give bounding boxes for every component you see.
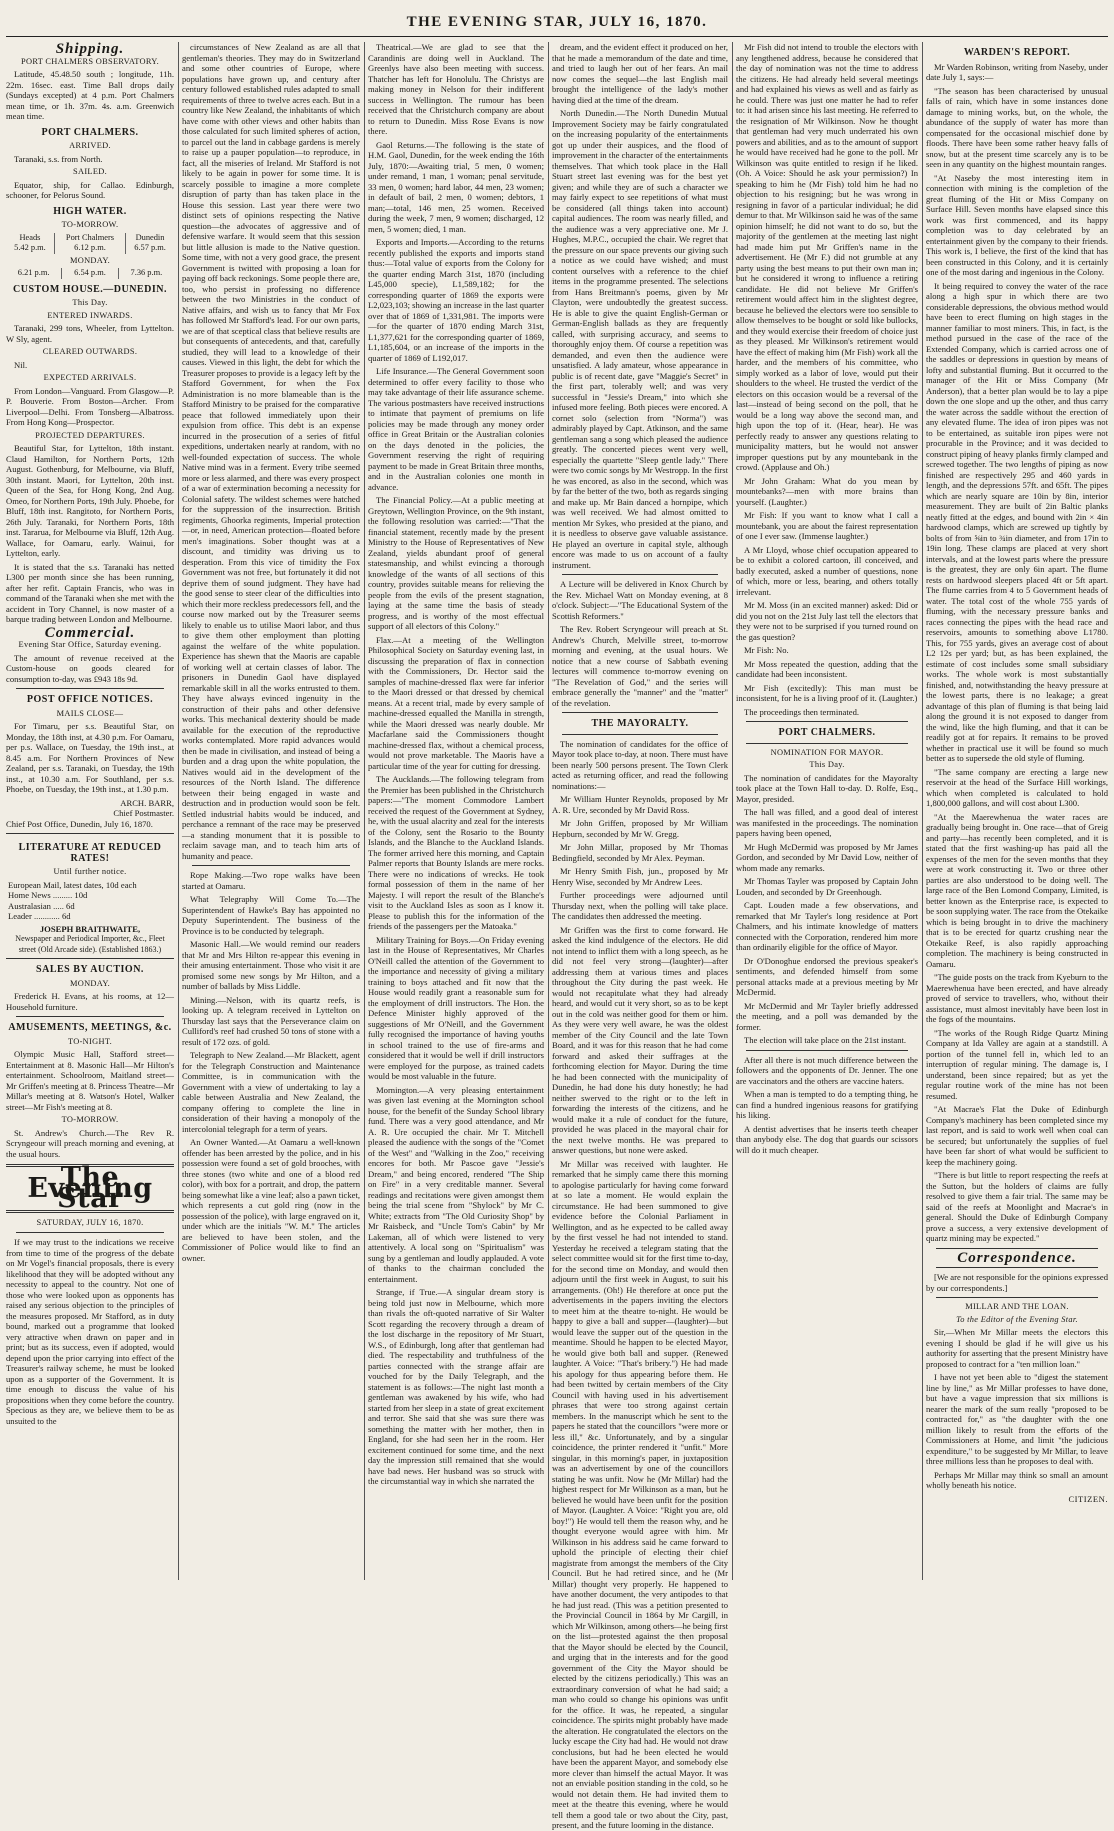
post-office-text: For Timaru, per s.s. Beautiful Star, on Monday, the 18th inst, at 4.30 p.m. For Oamaru, per p.s. Wallace, on Tuesday, the 19th inst., at 8.45 a.m. For Northern Provinces of New Zealand, per s.s. Taranaki, on Tuesday, the 19th inst., at 10.30 a.m. For Southland, per s.s. Phoebe, on Tuesday, the 19th inst., at 1.30 p.m. <box>6 721 174 794</box>
amusements-text: Olympic Music Hall, Stafford street—Entertainment at 8. Masonic Hall—Mr Hilton's entertainment. Schoolroom, Maitland street—Mr Griffen's meeting at 8. Princess Theatre—Mr Millar's meeting at 8. Watson's Hotel, Walker street—Mr Fish's meeting at 8. <box>6 1049 174 1112</box>
divider <box>746 1050 908 1051</box>
exports-item: Exports and Imports.—According to the returns recently published the exports and imports stand thus:—Total value of exports from the Colony for the quarter ending March 31st, 1870 (including L45,000 specie), L1,589,182; for the corresponding quarter of 1869 the exports were L2,023,103; showing an increase in the last quarter over that of 1869 of 1,331,981. The imports were—for the quarter of 1870 ending March 31st, L1,377,621 for the corresponding quarter of 1869, L1,185,604, or an increase of the imports in the quarter of 1869 of L192,017. <box>368 237 544 363</box>
amusements-tomorrow-text: St. Andrew's Church.—The Rev R. Scryngeour will preach morning and evening, at the usual hours. <box>6 1127 174 1159</box>
life-insurance-item: Life Insurance.—The General Government soon determined to offer every facility to those who may take advantage of their life assurance scheme. The various postmasters have received instructions to intimate that payment of premiums on life policies may be made through any money order office in Great Britain or the Australian colonies on the days denoted in the policies, the Government reserving the right of requiring payment to be made in Great Britain three months, and in the Australian colonies one month in advance. <box>368 366 544 492</box>
letter-to: To the Editor of the Evening Star. <box>956 1314 1078 1324</box>
observatory-text: Latitude, 45.48.50 south ; longitude, 11h. 22m. 16sec. east. Time Ball drops daily (Sundays excepted) at 4 p.m. Port Chalmers mean time, or 1h. 37m. 4s. a.m. Greenwich mean time. <box>6 69 174 121</box>
auction-text: Frederick H. Evans, at his rooms, at 12—Household furniture. <box>6 991 174 1012</box>
auction-day: MONDAY. <box>69 978 111 988</box>
mayoralty-paragraph: The nomination of candidates for the office of Mayor took place to-day, at noon. There must have been nearly 500 persons present. The Town Clerk acted as returning officer, and read the following nominations:— <box>552 738 728 791</box>
postmaster-name: ARCH. BARR, <box>120 797 174 808</box>
tide-monday: MONDAY. <box>69 255 111 265</box>
divider <box>16 1232 164 1233</box>
column-2 <box>182 42 360 1580</box>
port-heading: PORT CHALMERS. <box>41 126 139 138</box>
correspondence-heading: Correspondence. <box>957 1249 1077 1266</box>
shipping-note: It is stated that the s.s. Taranaki has netted L300 per month since she has been running, after her refit. Captain Francis, who was in command of the Taranaki when she met with the accident in Tory Channel, is now master of a barque trading between London and Melbourne. <box>6 561 174 624</box>
warden-paragraph: "The guide posts on the track from Kyeburn to the Maerewhenua have been erected, and have already proved of service to travellers, who, without their assistance, must almost inevitably have been lost in the fogs of the mountains. <box>926 972 1108 1024</box>
mayoralty-paragraph: Mr John Griffen, proposed by Mr William Hepburn, seconded by Mr W. Gregg. <box>552 818 728 839</box>
shipping-heading: Shipping. <box>55 41 125 57</box>
telegraphy-item: What Telegraphy Will Come To.—The Superintendent of Hawke's Bay has appointed no Deputy Superintendent. The business of the Province is to be conducted by telegraph. <box>182 894 360 936</box>
column-1 <box>6 42 174 1580</box>
column-divider <box>364 42 365 1580</box>
north-dunedin-item: North Dunedin.—The North Dunedin Mutual Improvement Society may be fairly congratulated on the increasing popularity of the entertainments got up under their auspices, and the flood of improvement in the character of the entertainments themselves. That which took place in the Hall Stuart street last evening was for the best yet given; and while they are of such a character we may fairly expect to see repetitions of what must be considered (all things taken into account) capital audiences. The room was nearly filled, and the audience was a very appreciative one. Mr J. Hughes, M.P.C., occupied the chair. We regret that the pressure on our space prevents our giving such a notice as we could have wished; and must content ourselves with a reference to the chief items in the programme presented. The selections from Hans Breitmann's poems, given by Mr Clayton, were undoubtedly the greatest success. He is able to give the quaint English-German or German-English ballads as they are frequently called, with surprising accuracy, and seems to thoroughly enjoy them. Of course a repetition was demanded, and even then the audience were unsatisfied. A lady amateur, whose appearance in public is of recent date, gave "Maggie's Secret" in the first part, tolerably well; and was very successful in "Jessie's Dream," into which she infused more feeling. Both pieces were encored. A cornet solo (selection from "Norma") was admirably played by Capt. Atkinson, and the same gentleman sang a song which pleased the audience greatly. The concerted pieces went very well, especially the quartette "Sleep gentle lady." There were two comic songs by Mr Westropp. In the first he was encored, as also in the second, which was by far the better of the two, both as regards singing and make up. Mr Bain danced a hornpipe, which was well received. We had almost omitted to mention Mr Sykes, who presided at the piano, and it is needless to observe gave valuable assistance. He played an overture in capital style, although encore was made to us on account of a faulty instrument. <box>552 108 728 570</box>
correspondence-disclaimer: [We are not responsible for the opinions expressed by our correspondents.] <box>926 1272 1108 1293</box>
commercial-office: Evening Star Office, Saturday evening. <box>18 640 162 649</box>
cleared-heading: CLEARED OUTWARDS. <box>42 347 138 356</box>
mining-item: Mining.—Nelson, with its quartz reefs, is looking up. A telegram received in Lyttelton on Thursday last says that the Perseverance claim on Culliford's reef had crushed 50 tons of stone with a result of 172 ozs. of gold. <box>182 994 360 1047</box>
post-office-place: Chief Post Office, Dunedin, July 16, 1870. <box>6 818 153 829</box>
dream-item-end: dream, and the evident effect it produced on her, that he made a memorandum of the date and time, and tried to laugh her out of her fears. An mail now comes the sequel—the last English mail brought the intelligence of the lady's mother having died at the time of the dream. <box>552 42 728 105</box>
nomination-heading: NOMINATION FOR MAYOR. <box>770 747 884 757</box>
entered-heading: ENTERED INWARDS. <box>47 310 133 320</box>
amusements-tonight: TO-NIGHT. <box>67 1036 113 1046</box>
military-item: Military Training for Boys.—On Friday evening last in the House of Representatives, Mr Charles O'Neill called the attention of the Government to the importance and necessity of giving a military training to boys attached and fit now that the House would readily grant a reasonable sum for the employment of drill instructors. The Hon. the Defence Minister highly approved of the suggestions of Mr O'Neill, and the Government fully recognised the importance of having youths in school trained to the use of fire-arms and considered that it would be well if drill instructors were employed for the purpose, as trained cadets would be most valuable in the future. <box>368 934 544 1081</box>
editorial-paragraph: circumstances of New Zealand as are all that gentleman's theories. They may do in Switzerland and some other countries of Europe, where populations have grown up, and century after century followed established rules adapted to small requirements of three to twelve acres each. But in a country like New Zealand, the inhabitants of which have come with other views and other habits than those calculated for such limited spheres of action, to parcel out the land in cabbage gardens is merely to raise up a pauper population—to reproduce, in fact, all the miseries of Ireland. Mr Stafford is not likely to be again in power for some time. It is scarcely possible to imagine a more complete disruption of party than has taken place in the House this session. Last year there were two distinct sets of opinions respecting the Native question—the advocates of aggressive and of defensive warfare. It would seem that this session but little allusion is made to the Native question. Some time, with not a very good grace, the present Government is twitted with proposing a loan for paying off back reckonings. Some people there are, too, who persist in professing no difference between the two Ministries in the conduct of Native affairs, and wish us to fancy that Mr Fox has followed Mr Stafford's lead. For our own parts, we are of that sceptical class that believe results are but consequents of antecedents, and that, carefully studied, they will lead to a knowledge of their causes. Viewed in this light, the debt for which the Treasurer proposes to provide is a legacy left by the Stafford Government, for when the Fox Administration is no more blameable than is the Stafford Ministry to be praised for the comparative peace that followed immediately upon their expulsion from office. This debt is an expense incurred in the prosecution of a series of fitful expeditions, undertaken nearly at random, with no well-founded expectation of success. The whole Native mind was in a ferment. Every tribe seemed more or less alarmed, and there was every prospect of a war of extermination becoming a necessity for Colonial safety. The wildest schemes were hatched for the suppression of the insurrection. British regiments, Ghoorka regiments, Imperial protection—or, in need, American protection—floated before men's imaginations. Sober thought was at a discount, and timidity was driving us to desperation. From this vice of timidity the Fox Government was not free, but fortunately it did not deprive them of sound judgment. They have had the good sense to steer clear of the difficulties into which their more reckless predecessors fell, and the course now marked out by the Treasurer seems likely to enable us to utilise Maori labor, and thus to give them other employment than plotting against the welfare of the white population. Experience has shewn that the Maoris are capable of working well at certain classes of labor. The prisoners in Dunedin Gaol have displayed remarkable skill in all the works entrusted to them. They have always evinced ingenuity in the construction of their pahs and other defensive works. This mechanical dexterity should be made available for the execution of the reproductive works contemplated. More rapid advances would then be made in civilisation, and instead of being a burden and a drag upon the white population, the Natives would aid in the development of the resources of the North Island. The difference between their being engaged in waste and destruction and in production would soon be felt. Settled industrial habits would be induced, and perchance a remnant of the race may be preserved—a standing monument that it is possible to reclaim savage man, and to teach him arts of humanity and peace. <box>182 42 360 861</box>
literature-until: Until further notice. <box>53 867 127 876</box>
mayoralty-paragraph: A Mr Lloyd, whose chief occupation appeared to be to exhibit a colored cartoon, ill conceived, and badly executed, asked a number of questions, none of which, more or less, bearing, and others totally irrelevant. <box>736 544 918 597</box>
masthead-title: The Evening Star <box>27 1162 153 1214</box>
mayoralty-paragraph: Mr Henry Smith Fish, jun., proposed by Mr Henry Wise, seconded by Mr Andrew Lees. <box>552 866 728 887</box>
mayoralty-paragraph: Mr William Hunter Reynolds, proposed by Mr A. R. Ure, seconded by Mr David Ross. <box>552 794 728 815</box>
amusements-tomorrow: TO-MORROW. <box>61 1115 119 1124</box>
filler-paragraph: When a man is tempted to do a tempting thing, he can find a hundred ingenious reasons for gratifying his liking. <box>736 1089 918 1120</box>
header-rule <box>6 36 1108 37</box>
observatory-heading: PORT CHALMERS OBSERVATORY. <box>21 56 159 66</box>
rope-item: Rope Making.—Two rope walks have been started at Oamaru. <box>182 870 360 891</box>
tide-cell: 6.57 p.m. <box>126 243 174 254</box>
divider <box>936 1267 1098 1268</box>
sailed-heading: SAILED. <box>73 167 107 176</box>
customs-day: This Day. <box>72 298 108 307</box>
rate-price: 6d <box>61 911 71 921</box>
amusements-heading: AMUSEMENTS, MEETINGS, &c. <box>8 1022 172 1033</box>
rate-name: Home News <box>8 890 51 900</box>
column-3 <box>368 42 544 1580</box>
rate-row: Home News ......... 10d <box>8 890 88 900</box>
auction-heading: SALES BY AUCTION. <box>36 964 144 975</box>
mayoralty-paragraph: The proceedings then terminated. <box>744 706 860 717</box>
rate-row: Leader ............ 6d <box>8 911 71 921</box>
nomination-paragraph: Dr O'Donoghue endorsed the previous speaker's sentiments, and defended himself from some personal attacks made at a previous meeting by Mr McDermid. <box>736 955 918 997</box>
mayoralty-paragraph: Mr Fish (excitedly): This man must be inconsistent, for he is a living proof of it. (Laughter.) <box>736 682 918 703</box>
tide-header-row <box>6 233 174 244</box>
tide-cell: 6.54 p.m. <box>62 268 119 279</box>
column-4 <box>552 42 728 1830</box>
editorial-paragraph: If we may trust to the indications we receive from time to time of the progress of the debate on Mr Vogel's financial proposals, there is every likelihood that they will be adopted without any necessity to appeal to the country. Not one of those who were looked upon as opponents has raised any serious objection to the principles of the measures proposed. Mr Stafford, as in duty bound, marked out a programme that looked very attractive when drawn on paper and in print; but as its success, even if adopted, would depend upon the prior carrying into effect of the Treasurer's railway scheme, he must be looked upon as a supporter of the Government. It is time enough to discuss the value of his propositions when they come before the country. Specious as they are, we believe them to be as unsuited to the <box>6 1237 174 1426</box>
knox-item: A Lecture will be delivered in Knox Church by the Rev. Michael Watt on Monday evening, at 8 o'clock. Subject:—"The Educational System of the Scottish Reformers." <box>552 579 728 621</box>
nomination-paragraph: The nomination of candidates for the Mayoralty took place at the Town Hall to-day. D. Rolfe, Esq., Mayor, presided. <box>736 772 918 804</box>
braithwaite-name: JOSEPH BRAITHWAITE, <box>39 923 141 934</box>
arrived-heading: ARRIVED. <box>69 141 111 150</box>
divider <box>562 734 718 735</box>
letter-paragraph: Perhaps Mr Millar may think so small an amount wholly beneath his notice. <box>926 1469 1108 1490</box>
strange-item: Strange, if True.—A singular dream story is being told just now in Melbourne, which more than rivals the oft-quoted narrative of Sir Walter Scott regarding the recovery through a dream of the lost discharge in the repository of Mr Stuart, W.S., of Edinburgh, long after that gentleman had died. The respectability and truthfulness of the parties connected with the strange affair are vouched for by the Daily Telegraph, and the statement is as follows:—The night last month a gentleman was awakened by his wife, who had started from her sleep in a state of great excitement and terror. She said that she was sure there was something the matter with her mother, then in England, for she had seen her in the room. Her excitement continued for some time, and the next day the impression still remained that she would have bad news. Her husband was so struck with the circumstantial way in which she narrated the <box>368 1287 544 1486</box>
mayoralty-paragraph: Mr Fish did not intend to trouble the electors with any lengthened address, because he considered that the day of nomination was not the time to address the citizens. He had already held several meetings and had explained his views as well and as fairly as he could. There was just one matter he had to refer to: it had arisen since his last meeting. He referred to the resignation of Mr Wilkinson. Now he thought that gentleman had very much underrated his own powers and abilities, and as to the amount of support he would have received had he gone to the poll. Mr Wilkinson was quite entitled to resign if he liked. (Oh. A Voice: Should he ask your permission?) In speaking to him he (Mr Fish) told him he had no objection to his resigning; but he was wrong in resigning in favor of a particular individual; he did demur to that. Mr Wilkinson said he was of the same opinion himself; he did not want to do so, but the majority of the gentlemen at the meeting last night had made him put Mr Griffen's name in the advertisement. He (Mr F.) did not grumble at any party using the best means to put their own man in; but he considered it wrong to influence a retiring candidate. He did not believe Mr Griffen's retirement would affect him in the slightest degree, because he believed the electors were too sensible to allow themselves to be bought or sold like bullocks, and they would exercise their freedom of choice just as they pleased. Mr Wilkinson's retirement would have the effect of making him (Mr Fish) work all the harder, and the members of his committee, who simply worked as a labor of love, would put their shoulders to the wheel. He trusted the verdict of the electors on this occasion would be a reversal of the last—instead of being second on the poll, that he would be a long way above the second man, and high upon the top of it. (Hear, hear). He was perfectly ready to answer any questions relating to municipality matters, but he would not answer improper questions put by any mountebank in the crowd. (Applause and Oh.) <box>736 42 918 472</box>
mayoralty-paragraph: Mr John Millar, proposed by Mr Thomas Bedingfield, seconded by Mr Alex. Peyman. <box>552 842 728 863</box>
column-6 <box>926 42 1108 1580</box>
postmaster-title: Chief Postmaster. <box>113 808 174 818</box>
braithwaite-desc: Newspaper and Periodical Importer, &c., Fleet street (Old Arcade side). (Established 1863.) <box>15 934 165 954</box>
divider <box>936 1248 1098 1249</box>
divider <box>192 865 350 866</box>
column-5 <box>736 42 918 1580</box>
standrews-item: The Rev. Robert Scryngeour will preach at St. Andrew's Church, Melville street, to-morrow morning and evening, at the usual hours. We notice that a new course of Sabbath evening lectures will commence to-morrow evening on "The Revelation of God," and the series will embrace generally the "manner" and the "matter" of the revelation. <box>552 624 728 708</box>
nomination-paragraph: Mr Hugh McDermid was proposed by Mr James Gordon, and seconded by Mr David Low, neither of whom made any remarks. <box>736 841 918 873</box>
warden-paragraph: "At the Maerewhenua the water races are gradually being brought in. One race—that of Greig and party—has recently been completed, and it is stated that the first washing-up has paid all the expenses of the men for the seven months that they were at work constructing it. Two or three other parties are also understood to be doing well. The large race of the Ben Lomond Company, Limited, is better known as the Enterprise race, is expected to be soon supplying water. The race from the Otekaike which is being brought in to drive the machinery that is to be erected for quartz crushing near the Otekaike Reef, is also rapidly approaching completion. The machinery is being constructed in Oamaru. <box>926 811 1108 969</box>
post-office-heading: POST OFFICE NOTICES. <box>26 694 154 705</box>
tide-col: Port Chalmers <box>54 233 125 244</box>
tide-cell: 5.42 p.m. <box>14 243 46 252</box>
tide-row <box>6 268 174 279</box>
warden-paragraph: "The same company are erecting a large new reservoir at the head of the Surface Hill workings, which when completed is calculated to hold 1,800,000 gallons, and will cost about L300. <box>926 766 1108 808</box>
tide-col: Heads <box>19 232 41 242</box>
tide-table-monday <box>6 268 174 279</box>
mayoralty-paragraph: Mr Griffen was the first to come forward. He asked the kind indulgence of the electors. He did not intend to inflict them with a long speech, as he did not feel very strong—(laughter)—after addressing them at various times and places throughout the City during the past week. He would not recapitulate what they had already heard, and would cut it very short, so as to be kept out in the cold was neither good for them or him. As they were very well aware, he was the oldest member of the City Council and the late Town Board, and it was for this reason that he had come forward and asked their suffrages at the forthcoming election for Mayor. During the time he had been connected with the municipality of Dunedin, he had done his duty honestly; he had neither swerved to the right or to the left in forwarding the interests of the citizens, and he would make it a rule of conduct for the future, provided he was placed in the mayoral chair for the next twelve months. He was prepared to answer questions, but none were asked. <box>552 924 728 1155</box>
tide-cell: 6.12 p.m. <box>54 243 125 254</box>
filler-paragraph: A dentist advertises that he inserts teeth cheaper than anybody else. The dog that guards our scissors will do it much cheaper. <box>736 1123 918 1155</box>
letter-title: MILLAR AND THE LOAN. <box>965 1302 1069 1311</box>
projected-heading: PROJECTED DEPARTURES. <box>35 430 145 440</box>
mayoralty-paragraph: Further proceedings were adjourned until Thursday next, when the polling will take place. The candidates then addressed the meeting. <box>552 890 728 921</box>
mayoralty-paragraph: Mr Fish: If you want to know what I call a mountebank, you are about the fairest representation of one I ever saw. (Immense laughter.) <box>736 510 918 541</box>
rate-row <box>8 880 172 891</box>
warden-paragraph: "There is but little to report respecting the reefs at the Sutton, but the holders of claims are fully resolved to give them a fair trial. The same may be said of the reefs at Moonlight and Macrae's in general. Should the Duke of Edinburgh Company prove a success, a very extensive development of quartz mining may be expected." <box>926 1170 1108 1243</box>
nomination-paragraph: Mr McDermid and Mr Tayler briefly addressed the meeting, and a poll was demanded by the former. <box>736 1000 918 1032</box>
masthead-date: SATURDAY, JULY 16, 1870. <box>36 1217 144 1227</box>
customs-heading: CUSTOM HOUSE.—DUNEDIN. <box>13 283 167 295</box>
high-water-heading: HIGH WATER. <box>53 205 127 217</box>
rate-name: Australasian <box>8 900 51 911</box>
commercial-heading: Commercial. <box>44 624 136 641</box>
tide-cell: 7.36 p.m. <box>118 268 174 279</box>
financial-item: The Financial Policy.—At a public meeting at Greytown, Wellington Province, on the 9th instant, the following resolution was carried:—"That the financial statement, recently made by the present Ministry to the House of Representatives of New Zealand, yields abundant proof of general statesmanship, and whilst evincing a thorough knowledge of the wants of all sections of this country, provides suitable means for relieving the people from the evils of the present stagnation, laying at the same time the basis of steady progress, and is worthy of the most effectual support of all electors of this Colony." <box>368 495 544 631</box>
entered-text: Taranaki, 299 tons, Wheeler, from Lyttelton. W Sly, agent. <box>6 323 174 344</box>
warden-paragraph: "The season has been characterised by unusual falls of rain, which have in some instances done damage to mining works, but, on the whole, the abundance of the supply of water has more than compensated for the occasional mischief done by floods. There have been some rather heavy falls of snow, but at the present time scarcely any is to be seen in any quantity on the highest mountain ranges. <box>926 85 1108 169</box>
column-divider <box>922 42 923 1580</box>
mayoralty-paragraph: Mr Millar was received with laughter. He remarked that he simply came there this morning to apologise particularly for having come forward at so late a moment. He would explain the circumstance. He had been summoned to give evidence before the Colonial Parliament in Wellington, and as he expected to be called away by the first vessel he had not intended to stand. Yesterday he received a telegram stating that the select committee would sit for the first time to-day, for the second time on Monday, and would then adjourn until the first week in August, to suit his arrangements. (Oh!) He therefore at once put the advertisements in the papers inviting the electors to meet him at the theatre to-night. He would be happy to give a ball and supper—(laughter)—but would leave the supper out of the question in the meantime. Should he happen to be elected Mayor, he would give both ball and supper. (Renewed laughter. A Voice: "That's bribery.") He had made his apology for thus appearing before them. He had been twitted by certain members of the City Council with having used in his advertisement phrases that were too strong against certain members. In the manuscript which he sent to the papers he stated that the councillors "were more or less ill," &c. Unfortunately, and by a singular coincidence, the printer rendered it "unfit." More singular, in this morning's paper, in juxtaposition was an advertisement by one of the councillors stating he was unfit. Now he (Mr Millar) had the highest respect for Mr Wilkinson as a man, but he believed he would have been unfit for the position of Mayor. (Laughter. A Voice: "Right you are, old boy!") He would tell them the reason why, and he thought everyone would agree with him. Mr Wilkinson in his address said he came forward to uphold the principle of electing their chief magistrate from amongst the members of the City Council. But he had retired since, and he (Mr Millar) thought very properly. He happened to have another document, the very antipodes to that he had just read. (This was a petition presented to the Provincial Council in 1864 by Mr Cargill, in which Mr Wilkinson, among others—he being first on the list—protested against the then proposal that the Mayor should be elected by the Council, and urging that in the interests and for the good government of the City the Mayor should be elected by the citizens periodically.) This was an extraordinary conversion of what he had said; a man who could so change his opinions was unfit for the office. It was, he repeated, a singular coincidence. The spirits might probably have made the alteration. He congratulated the electors on the lucky escape the City had had. He would not draw conclusions, but had he been elected he would have been the apparent Mayor, and somebody else more clever than himself the actual Mayor. It was not an enviable position standing in the cold, so he would not detain them. He had invited them to meet at the theatre this evening, where he would tell them a good tale or two about the City, past, present, and the future looming in the distance. <box>552 1158 728 1830</box>
masonic-item: Masonic Hall.—We would remind our readers that Mr and Mrs Hilton re-appear this evening in their amusing entertainment. Those who visit it are promised some new songs by Mr Hilton, and a number of ballads by Miss Liddle. <box>182 939 360 991</box>
tide-cell: 6.21 p.m. <box>17 268 50 277</box>
port-chalmers-heading: PORT CHALMERS. <box>778 727 876 738</box>
column-divider <box>178 42 179 1580</box>
letter-paragraph: I have not yet been able to "digest the statement line by line," as Mr Millar professes to have done, but have a vague impression that six millions is nearer the mark of the sum really "proposed to be contracted for," as "the daughter with the one million likely to result from the efforts of the Commissioners at Home, and limit "the judicious expenditure," to be suggested by Mr Millar, to leave three millions less than he proposes to deal with. <box>926 1372 1108 1466</box>
divider <box>16 1016 164 1017</box>
filler-paragraph: After all there is not much difference between the followers and the opponents of Dr. Jenner. The one are vaccinators and the others are vaccine haters. <box>736 1054 918 1086</box>
mornington-item: Mornington.—A very pleasing entertainment was given last evening at the Mornington school house, for the benefit of the Sunday School library fund. There was a very good attendance, and Mr A. R. Ure occupied the chair. Mr T. Mitchell pleased the audience with the songs of the "Comet of the West" and "Walking in the Zoo," receiving encores for both. Mr Pascoe gave "Jessie's Dream," and being encored, rendered "The Ship on Fire" in a very creditable manner. Several readings and recitations were given amongst them being the trial scene from "Shylock" by Mr C. White; extracts from "The Old Curiosity Shop" by Mr Raisbeck, and "Uncle Tom's Cabin" by Mr Lakeman, all of which were listened to very attentively. A local song on "Spiritualism" was sung by a gentleman and loudly applauded. A vote of thanks to the chairman concluded the entertainment. <box>368 1084 544 1284</box>
letter-paragraph: Sir,—When Mr Millar meets the electors this evening I should be glad if he will give us his authority for asserting that the present Ministry have proposed to contract for a "ten million loan." <box>926 1327 1108 1369</box>
arrived-text: Taranaki, s.s. from North. <box>14 153 103 164</box>
column-divider <box>548 42 549 1580</box>
telegraph-nz-item: Telegraph to New Zealand.—Mr Blackett, agent for the Telegraph Construction and Maintenance Committee, is in communication with the Government with a view of undertaking to lay a cable between Australia and New Zealand, the company offering to complete the line in consideration of their having a monopoly of the intercolonial telegraph for a term of years. <box>182 1050 360 1134</box>
rate-row: Australasian ..... 6d <box>8 900 75 911</box>
gaol-item: Gaol Returns.—The following is the state of H.M. Gaol, Dunedin, for the week ending the 16th July, 1870:—Awaiting trial, 5 men, 0 women; under remand, 1 man, 1 woman; penal servitude, 33 men, 0 women; hard labor, 44 men, 23 women; in default of bail, 2 men, 0 women; debtors, 1 man;—total, 146 men, 25 women. Received during the week, 7 men, 9 women; discharged, 12 men, 5 women; died, 1 man. <box>368 139 544 234</box>
owner-item: An Owner Wanted.—At Oamaru a well-known offender has been arrested by the police, and in his possession were found a set of gold brooches, with three stones (two white and one of a blood red color), with box for a portrait, and drop, the pattern being somewhat like a vine leaf; also a pawn ticket, which represents a cut gold ring (now in the possession of the police), with large engraved on it, under which are the initials "W. M." The articles are believed to have been stolen, and the Commissioner of Police would like to find an owner. <box>182 1137 360 1263</box>
rate-price: 10d <box>74 890 88 900</box>
commercial-text: The amount of revenue received at the Custom-house on goods cleared for consumption to-day, was £943 18s 9d. <box>6 652 174 684</box>
mayoralty-heading: THE MAYORALTY. <box>591 718 689 729</box>
cleared-text: Nil. <box>14 359 28 370</box>
expected-text: From London—Vanguard. From Glasgow—P. P. Bouverie. From Boston—Archer. From Liverpool—Delhi. From Tonsberg—Albatross. From Hong Kong—Prospector. <box>6 385 174 427</box>
warden-paragraph: It being required to convey the water of the race along a high spur in which there are two considerable depressions, the obvious method would have been to erect fluming on high stages in the manner familiar to most miners. This, in fact, is the method pursued in the case of the race of the Extended Company, which is carried across one of the saddles or depressions in question by means of lofty and substantial fluming. But it occurred to the manager of the Hit or Miss Company (Mr Anderson), that a better plan would be to lay a pipe down the one slope and up the other, and thus carry the water across the saddle without the erection of any elevated flume. The idea of iron pipes was not to be entertained, as suitable iron pipes were not procurable in the Province; and it was decided to construct piping of heavy planks firmly clamped and screwed together. The two lengths of piping as now finished are respectively 295 and 460 yards in length, and the depressions 57ft. and 65ft. The pipes which are nearly square are 10in by 8in, interior measurement. They are built of 2in Baltic planks neatly fitted at the edges, and bound with 2in × 4in hardwood clamps, which are screwed up tightly by bolts of from ⅝in to ¾in diameter, and from 17in to 19in long. These clamps are placed at very short intervals, and at the lowest parts where the pressure is the greatest, they are only 6in apart. The flume rests on hardwood sleepers placed 4ft or 5ft apart. The flume carries from 4 to 5 Government heads of water. The total cost of the whole 755 yards of fluming, with the necessary pressure banks and races connecting the pipes with the head race and reservoirs, amounts to something above L1780. This, for 755 yards, gives an average cost of about L2 12s per yard; but, as has been explained, the estimate of cost includes some small subsidiary works. The whole work is most substantially finished, and, notwithstanding the heavy pressure at the lowest parts, there is no leakage; a great advantage of this plan of fluming is that being laid along the ground it is not exposed to danger from the wind, like the high fluming, and that it can be readily got at for repairs. It remains to be proved whether in practical use it will be found so much better as to supersede the old style of fluming. <box>926 280 1108 763</box>
tide-tomorrow: TO-MORROW. <box>61 220 119 229</box>
sailed-text: Equator, ship, for Callao. Edinburgh, schooner, for Pelorus Sound. <box>6 179 174 200</box>
tide-table <box>6 233 174 254</box>
mayoralty-paragraph: Mr Fish: No. <box>744 645 789 655</box>
tide-col: Dunedin <box>126 233 174 244</box>
warden-paragraph: "At Naseby the most interesting item in connection with mining is the completion of the great fluming of the Hit or Miss Company on Surface Hill. Seven months have elapsed since this work was first commenced, and its happy completion was to day celebrated by an entertainment given by the company to their friends. This work is, I believe, the first of the kind that has been constructed in this Colony, and it is certainly one of the most daring and ingenious in the Colony. <box>926 172 1108 277</box>
literature-heading: LITERATURE AT REDUCED RATES! <box>18 842 162 864</box>
divider <box>562 712 718 713</box>
divider <box>16 688 164 689</box>
tide-row <box>6 243 174 254</box>
flax-item: Flax.—At a meeting of the Wellington Philosophical Society on Saturday evening last, in discussing the preparation of flax in connection with the Commissioners, Dr. Hector said the samples of machine-dressed flax were far inferior to the Maori dressed or that dressed by chemical means. At a recent trial, made by every sample of machine-dressed equalled the Manilla in strength, while the Maori dressed was nearly double. Mr Macfarlane said the Commissioners thought machine-dressed flax, without a chemical process, would not prove marketable. The Maoris have a particular time of the year for cutting for dressing. <box>368 634 544 771</box>
divider <box>746 743 908 744</box>
mails-close: MAILS CLOSE— <box>56 708 124 718</box>
warden-paragraph: "The works of the Rough Ridge Quartz Mining Company at Ida Valley are again at a standstill. A portion of the tunnel fell in, which led to an interruption of regular mining. The damage is, I understand, been since repaired; but as yet the regular routine work of the mine has not been resumed. <box>926 1027 1108 1101</box>
page-header: THE EVENING STAR, JULY 16, 1870. <box>406 14 708 30</box>
divider <box>936 1297 1098 1298</box>
mayoralty-paragraph: Mr John Graham: What do you mean by mountebanks?—men with more brains than yourself. (Laughter.) <box>736 475 918 507</box>
rate-name: European Mail, latest dates, 10d each <box>8 879 137 890</box>
divider <box>562 574 718 575</box>
mayoralty-paragraph: Mr M. Moss (in an excited manner) asked: Did or did you not on the 21st July last tell the electors that they were not to be surprised if you turned round on the gas question? <box>736 600 918 642</box>
warden-paragraph: "At Macrae's Flat the Duke of Edinburgh Company's machinery has been completed since my last report, and is said to work well when coal can be secured; but unfortunately the supplies of fuel have been far short of what would be sufficient to keep the machinery going. <box>926 1104 1108 1167</box>
projected-text: Beautiful Star, for Lyttelton, 18th instant. Claud Hamilton, for Northern Ports, 12th August. Gothenburg, for Melbourne, via Bluff, 30th instant. Maori, for Lyttelton, 20th inst. Queen of the Sea, for Hong Kong, 2nd Aug. Omeo, for Northern Ports, 19th July. Phoebe, for Bluff, 18th inst. Rangitoto, for Northern Ports, 26th July. Taranaki, for Northern Ports, 18th inst. Tararua, for Melbourne via Bluff, 12th Aug. Wallace, for Oamaru, early. Wainui, for Lyttelton, early. <box>6 443 174 558</box>
nomination-paragraph: Mr Thomas Tayler was proposed by Captain John Louden, and seconded by Dr Greenhough. <box>736 876 918 897</box>
rate-name: Leader <box>8 911 32 921</box>
nomination-paragraph: Capt. Louden made a few observations, and remarked that Mr Tayler's long residence at Port Chalmers, and his intimate knowledge of matters connected with the Corporation, rendered him more than ordinarily eligible for the office of Mayor. <box>736 900 918 952</box>
divider <box>746 721 908 722</box>
aucklands-item: The Aucklands.—The following telegram from the Premier has been published in the Christchurch papers:—"The moment Commodore Lambert received the request of the Government at Sydney, he, with the usual alacrity and zeal for the interests of the Colony, sent the Rosario to the Bounty Islands, and the Blanche to the Auckland Islands. The former arrived here this morning, and Captain Palmer reports that Bounty Islands are mere rocks. There were no indications of wrecks. He took formal possession of them in the name of her Majesty. I will report the result of the Blanche's visit to the Auckland Isles as soon as I know it. Please to publish this for the information of the friends of the passengers per the Matoaka." <box>368 774 544 931</box>
letter-signature: CITIZEN. <box>1068 1493 1108 1504</box>
rate-price: 6d <box>66 900 75 911</box>
theatrical-item: Theatrical.—We are glad to see that the Carandinis are doing well in Auckland. The Greenlys have also been meeting with success. Thatcher has left for Honolulu. The Christys are making money in Nelson for their indifferent success in Wellington. The rumour has been received that the Christchurch company are about to return to Dunedin. Miss Rose Evans is now there. <box>368 42 544 136</box>
literature-ad <box>6 833 174 959</box>
nomination-paragraph: The hall was filled, and a good deal of interest was manifested in the proceedings. The nomination papers having been opened, <box>736 807 918 838</box>
nomination-day: This Day. <box>809 760 845 769</box>
warden-heading: WARDEN'S REPORT. <box>963 47 1071 58</box>
mayoralty-paragraph: Mr Moss repeated the question, adding that the candidate had been inconsistent. <box>736 658 918 679</box>
column-divider <box>732 42 733 1580</box>
nomination-paragraph: The election will take place on the 21st instant. <box>744 1035 907 1045</box>
expected-heading: EXPECTED ARRIVALS. <box>43 373 137 382</box>
warden-paragraph: Mr Warden Robinson, writing from Naseby, under date July 1, says:— <box>926 61 1108 82</box>
